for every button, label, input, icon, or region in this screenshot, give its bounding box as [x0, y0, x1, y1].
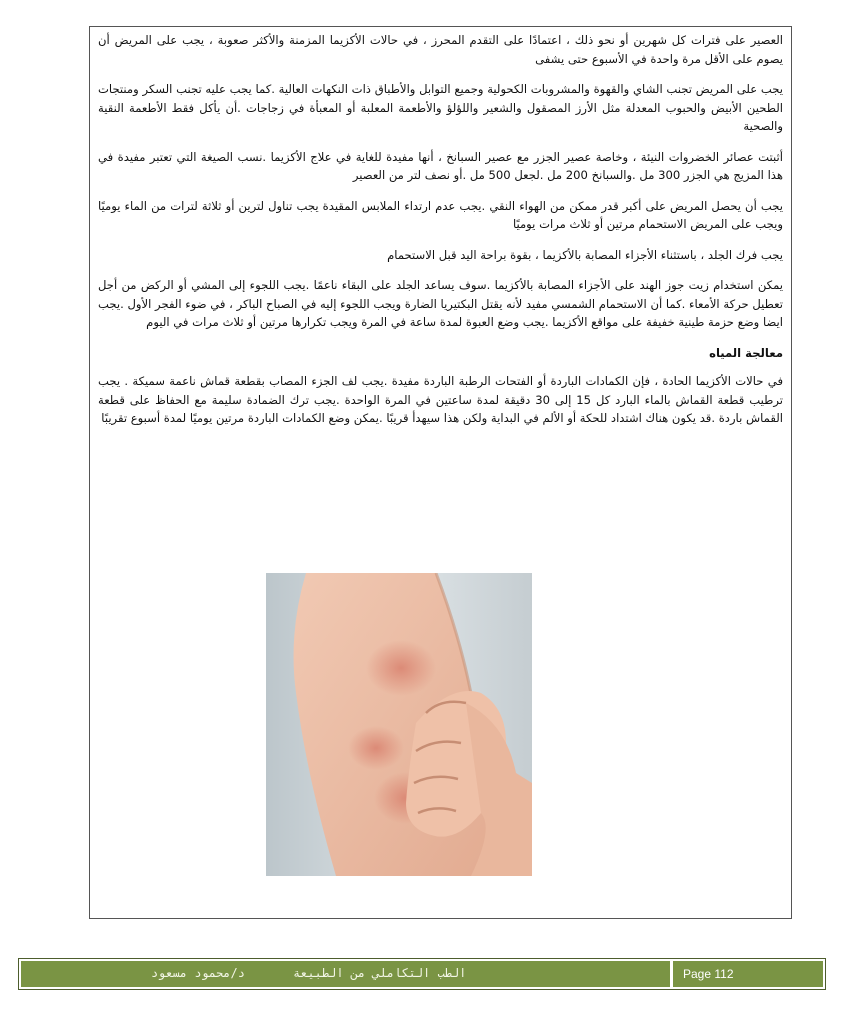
- paragraph-1: العصير على فترات كل شهرين أو نحو ذلك ، اعتمادًا على التقدم المحرز ، في حالات الأكزيما المزمنة والأكثر صعوبة ، يجب على المريض أن يصوم على الأقل مرة واحدة في الأسبوع حتى يشفى: [98, 33, 783, 66]
- text-body: [98, 31, 783, 440]
- paragraph-2: يجب على المريض تجنب الشاي والقهوة والمشروبات الكحولية وجميع التوابل والأطباق ذات النكهات العالية .كما يجب عليه تجنب السكر ومنتجات الطحين الأبيض والحبوب المعدلة مثل الأرز المصقول والشعير واللؤلؤ والأطعمة المعلبة أو المعبأة في زجاجات .أن يأكل فقط الأطعمة النقية والصحية: [98, 82, 783, 133]
- paragraph-6: يمكن استخدام زيت جوز الهند على الأجزاء المصابة بالأكزيما .سوف يساعد الجلد على البقاء ناعمًا .يجب اللجوء إلى المشي أو الركض من أجل تعطيل حركة الأمعاء .كما أن الاستحمام الشمسي مفيد لأنه يقتل البكتيريا الضارة ويجب اللجوء إليه في الصباح الباكر ، في ضوء الفجر الأول .يجب ايضا وضع حزمة طينية خفيفة على مواقع الأكزيما .يجب وضع العبوة لمدة ساعة في المرة ويجب تكرارها مرتين أو ثلاث مرات في اليوم: [98, 278, 783, 329]
- eczema-arm-illustration: [266, 573, 532, 876]
- footer-title-bar: [21, 961, 670, 987]
- footer-author: د/محمود مسعود: [151, 966, 245, 980]
- footer-page-number: Page 112: [673, 961, 823, 987]
- eczema-arm-photo: [266, 573, 532, 876]
- paragraph-7: في حالات الأكزيما الحادة ، فإن الكمادات الباردة أو الفتحات الرطبة الباردة مفيدة .يجب لف الجزء المصاب بقطعة قماش ناعمة سميكة . يجب ترطيب قطعة القماش بالماء البارد كل 15 إلى 30 دقيقة لمدة ساعتين في المرة الواحدة .يجب ترك الضمادة سليمة مع الحفاظ على قطعة القماش باردة .قد يكون هناك اشتداد للحكة أو الألم في البداية ولكن هذا سيهدأ قريبًا .يمكن وضع الكمادات الباردة مرتين يوميًا لمدة أسبوع تقريبًا: [98, 374, 783, 425]
- paragraph-4: يجب أن يحصل المريض على أكبر قدر ممكن من الهواء النقي .يجب عدم ارتداء الملابس المقيدة يجب تناول لترين أو ثلاثة لترات من الماء يوميًا ويجب على المريض الاستحمام مرتين أو ثلاث مرات يوميًا: [98, 198, 783, 231]
- section-heading: معالجة المياه: [709, 345, 783, 360]
- page-footer: [18, 958, 826, 990]
- footer-book-title: الطب التكاملي من الطبيعة: [293, 966, 467, 980]
- paragraph-5: يجب فرك الجلد ، باستثناء الأجزاء المصابة بالأكزيما ، بقوة براحة اليد قبل الاستحمام: [387, 247, 783, 262]
- paragraph-3: أثبتت عصائر الخضروات النيئة ، وخاصة عصير الجزر مع عصير السبانخ ، أنها مفيدة للغاية في علاج الأكزيما .نسب الصيغة التي تعتبر مفيدة في هذا المزيج هي الجزر 300 مل .والسبانخ 200 مل .لجعل 500 مل .أو نصف لتر من العصير: [98, 149, 783, 182]
- page-frame: [89, 26, 792, 919]
